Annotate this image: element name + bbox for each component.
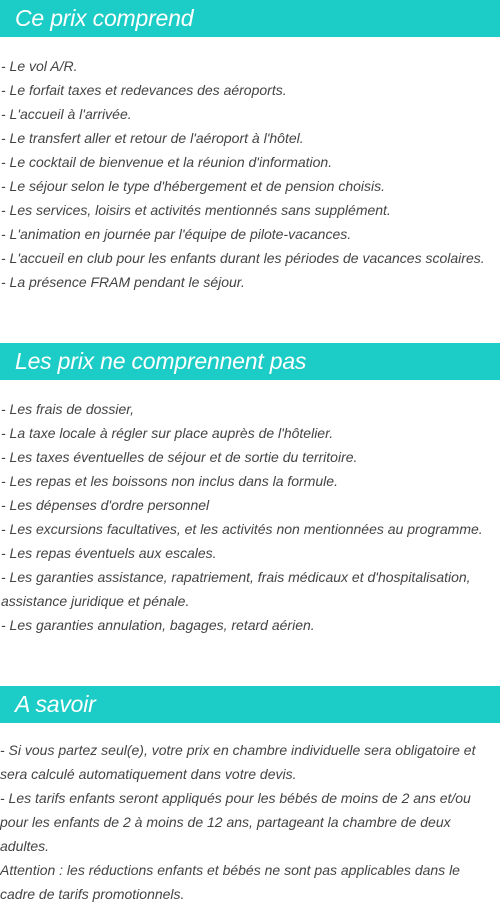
list-item: - Le séjour selon le type d'hébergement et de pension choisis.: [1, 178, 386, 194]
info-paragraph: - Les tarifs enfants seront appliqués pour les bébés de moins de 2 ans et/ou pour les enfants de 2 à moins de 12 ans, partageant la chambre de deux adultes.: [0, 790, 471, 854]
included-section: [0, 0, 500, 294]
included-list: [0, 54, 500, 294]
info-notes: [0, 738, 500, 906]
list-item: - L'accueil à l'arrivée.: [1, 106, 132, 122]
list-item: - Les dépenses d'ordre personnel: [1, 497, 210, 513]
list-item: - Le vol A/R.: [1, 58, 78, 74]
list-item: - Le transfert aller et retour de l'aéroport à l'hôtel.: [1, 130, 304, 146]
list-item: - Les repas et les boissons non inclus dans la formule.: [1, 473, 338, 489]
list-item: - Les taxes éventuelles de séjour et de sortie du territoire.: [1, 449, 358, 465]
info-section: [0, 686, 500, 906]
list-item: - Le cocktail de bienvenue et la réunion d'information.: [1, 154, 333, 170]
list-item: - Les garanties annulation, bagages, retard aérien.: [1, 617, 315, 633]
list-item: - Les frais de dossier,: [1, 401, 135, 417]
list-item: - L'accueil en club pour les enfants durant les périodes de vacances scolaires.: [1, 250, 485, 266]
included-title: Ce prix comprend: [0, 0, 500, 37]
info-title: A savoir: [0, 686, 500, 723]
list-item: - Les repas éventuels aux escales.: [1, 545, 217, 561]
list-item: - L'animation en journée par l'équipe de pilote-vacances.: [1, 226, 352, 242]
list-item: - La présence FRAM pendant le séjour.: [1, 274, 245, 290]
excluded-title: Les prix ne comprennent pas: [0, 343, 500, 380]
excluded-list: [0, 397, 500, 637]
list-item: - La taxe locale à régler sur place auprès de l'hôtelier.: [1, 425, 334, 441]
info-paragraph: - Si vous partez seul(e), votre prix en chambre individuelle sera obligatoire et sera calculé automatiquement dans votre devis.: [0, 742, 476, 782]
list-item: - Le forfait taxes et redevances des aéroports.: [1, 82, 287, 98]
list-item: - Les garanties assistance, rapatriement, frais médicaux et d'hospitalisation, assistance juridique et pénale.: [1, 569, 471, 609]
excluded-section: [0, 343, 500, 637]
list-item: - Les services, loisirs et activités mentionnés sans supplément.: [1, 202, 391, 218]
info-paragraph: Attention : les réductions enfants et bébés ne sont pas applicables dans le cadre de tarifs promotionnels.: [0, 862, 460, 902]
list-item: - Les excursions facultatives, et les activités non mentionnées au programme.: [1, 521, 483, 537]
